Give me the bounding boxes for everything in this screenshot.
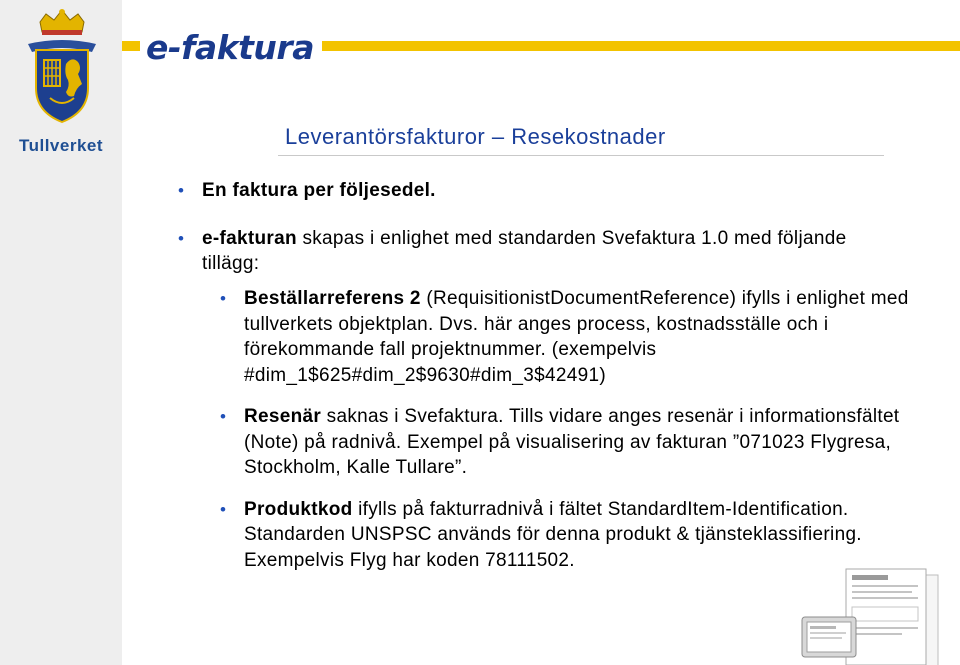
brand-logo: e-faktura [140, 26, 322, 68]
bullet-dot-icon: • [220, 407, 227, 426]
bullet-bold-term: e-fakturan [202, 228, 297, 249]
bullet-dot-icon: • [178, 181, 185, 200]
sub-bullet-text: (RequisitionistDocumentReference) ifylls i enlighet med tullverkets objektplan. Dvs. här anges process, kostnadsställe och i förekommande fall projektnummer. (exempelvis #dim_1$625#dim_2$9630#dim_3$42491) [244, 288, 909, 386]
coat-of-arms-icon [26, 8, 98, 128]
bullet-text: En faktura per följesedel. [202, 180, 436, 201]
sub-bullet-bold-term: Resenär [244, 406, 322, 427]
bullet-dot-icon: • [220, 289, 227, 308]
bullet-item [178, 226, 898, 276]
bullet-list [178, 178, 909, 573]
bullet-dot-icon: • [178, 229, 185, 248]
sub-bullet-text: saknas i Svefaktura. Tills vidare anges resenär i informationsfältet (Note) på radnivå. Exempel på visualisering av fakturan ”071023 Flygresa, Stockholm, Kalle Tullare”. [244, 406, 900, 478]
sub-bullet-text: ifylls på fakturradnivå i fältet StandardItem-Identification. Standarden UNSPSC används för denna produkt & tjänsteklassifiering. Exempelvis Flyg har koden 78111502. [244, 498, 862, 571]
bullet-dot-icon: • [220, 499, 227, 519]
sub-bullet-item [220, 404, 944, 481]
bullet-text: skapas i enlighet med standarden Svefaktura 1.0 med följande tillägg: [202, 228, 847, 274]
sub-bullet-bold-term: Produktkod [244, 498, 353, 520]
slide-title: Leverantörsfakturor – Resekostnader [285, 124, 666, 149]
sub-bullet-item [220, 497, 944, 574]
title-divider [278, 155, 884, 156]
sub-bullet-bold-term: Beställarreferens 2 [244, 288, 421, 309]
sidebar [0, 0, 122, 665]
bullet-item [178, 178, 898, 203]
sub-bullet-item [220, 286, 944, 388]
org-name: Tullverket [18, 136, 104, 155]
invoice-documents-icon [800, 565, 950, 665]
